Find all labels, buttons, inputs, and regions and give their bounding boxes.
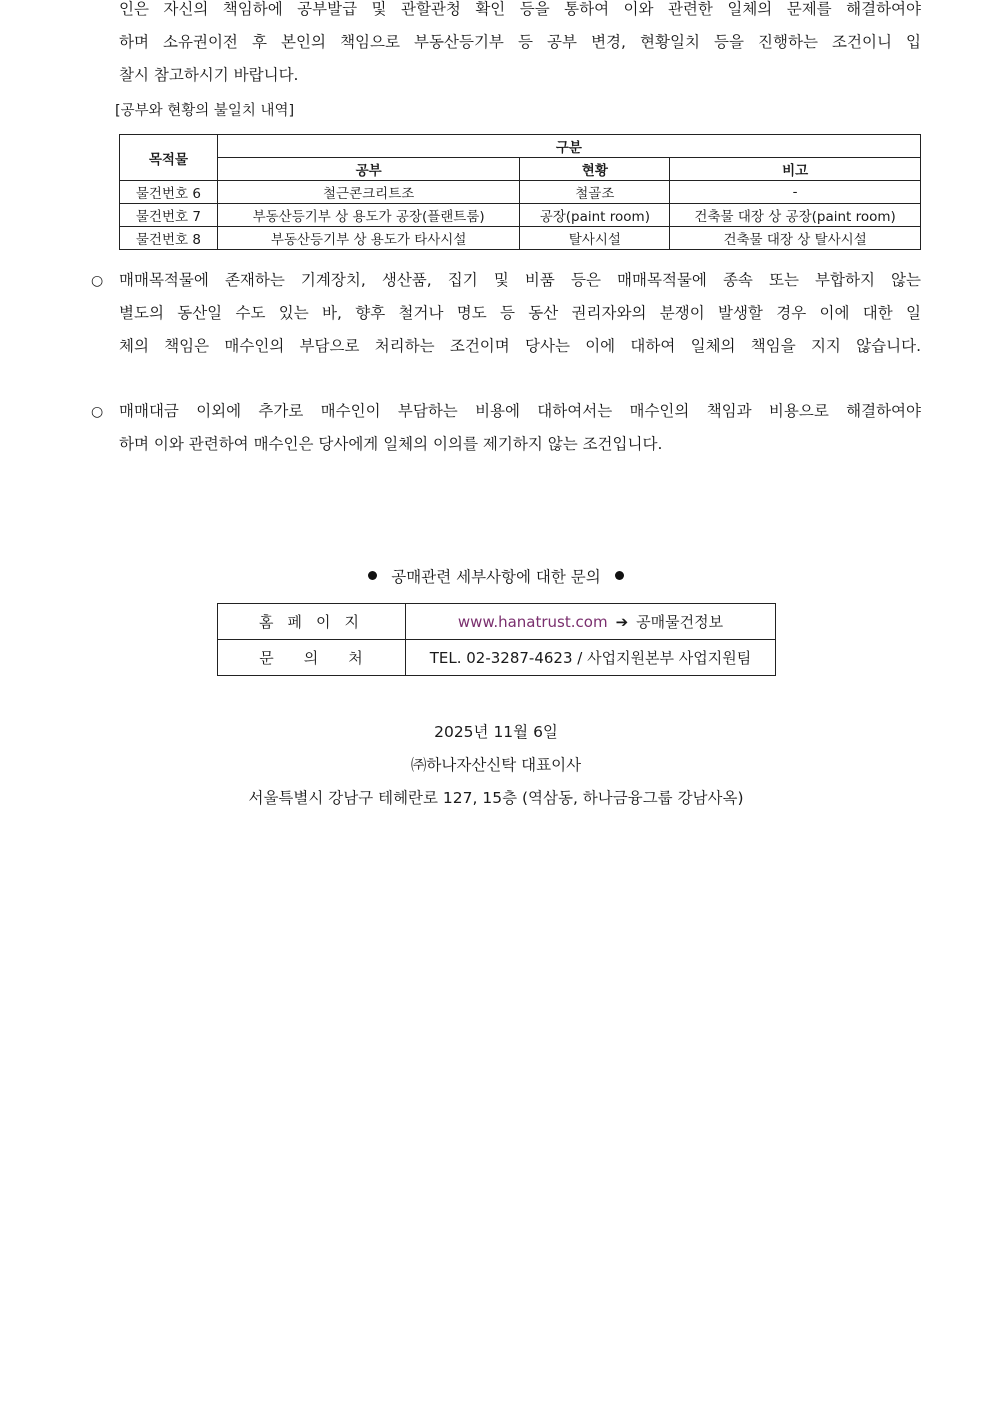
- footer-address: 서울특별시 강남구 테헤란로 127, 15층 (역삼동, 하나금융그룹 강남사옥): [248, 789, 744, 807]
- header-record: 공부: [217, 158, 520, 181]
- contact-table: [217, 603, 776, 676]
- intro-paragraph: [119, 0, 921, 92]
- bullet-dot-icon: [615, 571, 624, 580]
- note-1-line-3: 체의 책임은 매수인의 부담으로 처리하는 조건이며 당사는 이에 대하여 일체의 책임을 지지 않습니다.: [119, 337, 921, 355]
- contact-value: TEL. 02-3287-4623 / 사업지원본부 사업지원팀: [406, 640, 776, 676]
- row-note: 건축물 대장 상 공장(paint room): [670, 204, 921, 227]
- header-group: 구분: [217, 135, 920, 158]
- inquiry-title-row: [0, 565, 992, 587]
- note-1-line-1: 매매목적물에 존재하는 기계장치, 생산품, 집기 및 비품 등은 매매목적물에 종속 또는 부합하지 않는: [119, 271, 921, 289]
- intro-line-2: 하며 소유권이전 후 본인의 책임으로 부동산등기부 등 공부 변경, 현황일치 등을 진행하는 조건이니 입: [119, 33, 921, 51]
- row-item: 물건번호 6: [120, 181, 218, 204]
- row-actual: 공장(paint room): [520, 204, 670, 227]
- note-1-paragraph: [119, 264, 921, 363]
- contact-row: [218, 640, 776, 676]
- homepage-destination: 공매물건정보: [636, 613, 724, 631]
- row-item: 물건번호 8: [120, 227, 218, 250]
- homepage-row: [218, 604, 776, 640]
- note-2-line-2: 하며 이와 관련하여 매수인은 당사에게 일체의 이의를 제기하지 않는 조건입니다.: [119, 435, 663, 453]
- table-caption: [공부와 현황의 불일치 내역]: [115, 103, 295, 119]
- footer-company: ㈜하나자산신탁 대표이사: [410, 756, 582, 774]
- table-row: [120, 227, 921, 250]
- note-2-paragraph: [119, 395, 921, 461]
- mismatch-table: [119, 134, 921, 250]
- header-item: 목적물: [120, 135, 218, 181]
- row-note: -: [670, 181, 921, 204]
- table-row: [120, 181, 921, 204]
- row-item: 물건번호 7: [120, 204, 218, 227]
- bullet-dot-icon: [368, 571, 377, 580]
- footer-date: 2025년 11월 6일: [434, 723, 558, 741]
- homepage-link[interactable]: www.hanatrust.com: [457, 613, 608, 631]
- intro-line-1: 인은 자신의 책임하에 공부발급 및 관할관청 확인 등을 통하여 이와 관련한 일체의 문제를 해결하여야: [119, 0, 921, 18]
- homepage-label: 홈페이지: [218, 604, 406, 640]
- intro-line-3: 찰시 참고하시기 바랍니다.: [119, 66, 299, 84]
- inquiry-title: 공매관련 세부사항에 대한 문의: [391, 568, 601, 586]
- note-1-bullet: ○: [91, 273, 104, 289]
- contact-label: 문의처: [218, 640, 406, 676]
- row-actual: 탈사시설: [520, 227, 670, 250]
- header-note: 비고: [670, 158, 921, 181]
- row-note: 건축물 대장 상 탈사시설: [670, 227, 921, 250]
- header-actual: 현황: [520, 158, 670, 181]
- note-2-line-1: 매매대금 이외에 추가로 매수인이 부담하는 비용에 대하여서는 매수인의 책임과 비용으로 해결하여야: [119, 402, 921, 420]
- row-record: 부동산등기부 상 용도가 타사시설: [217, 227, 520, 250]
- row-record: 철근콘크리트조: [217, 181, 520, 204]
- homepage-cell: [406, 604, 776, 640]
- note-2-bullet: ○: [91, 404, 104, 420]
- note-1-line-2: 별도의 동산일 수도 있는 바, 향후 철거나 명도 등 동산 권리자와의 분쟁이 발생할 경우 이에 대한 일: [119, 304, 921, 322]
- row-actual: 철골조: [520, 181, 670, 204]
- arrow-right-icon: ➔: [615, 613, 629, 631]
- table-row: [120, 204, 921, 227]
- row-record: 부동산등기부 상 용도가 공장(플랜트룸): [217, 204, 520, 227]
